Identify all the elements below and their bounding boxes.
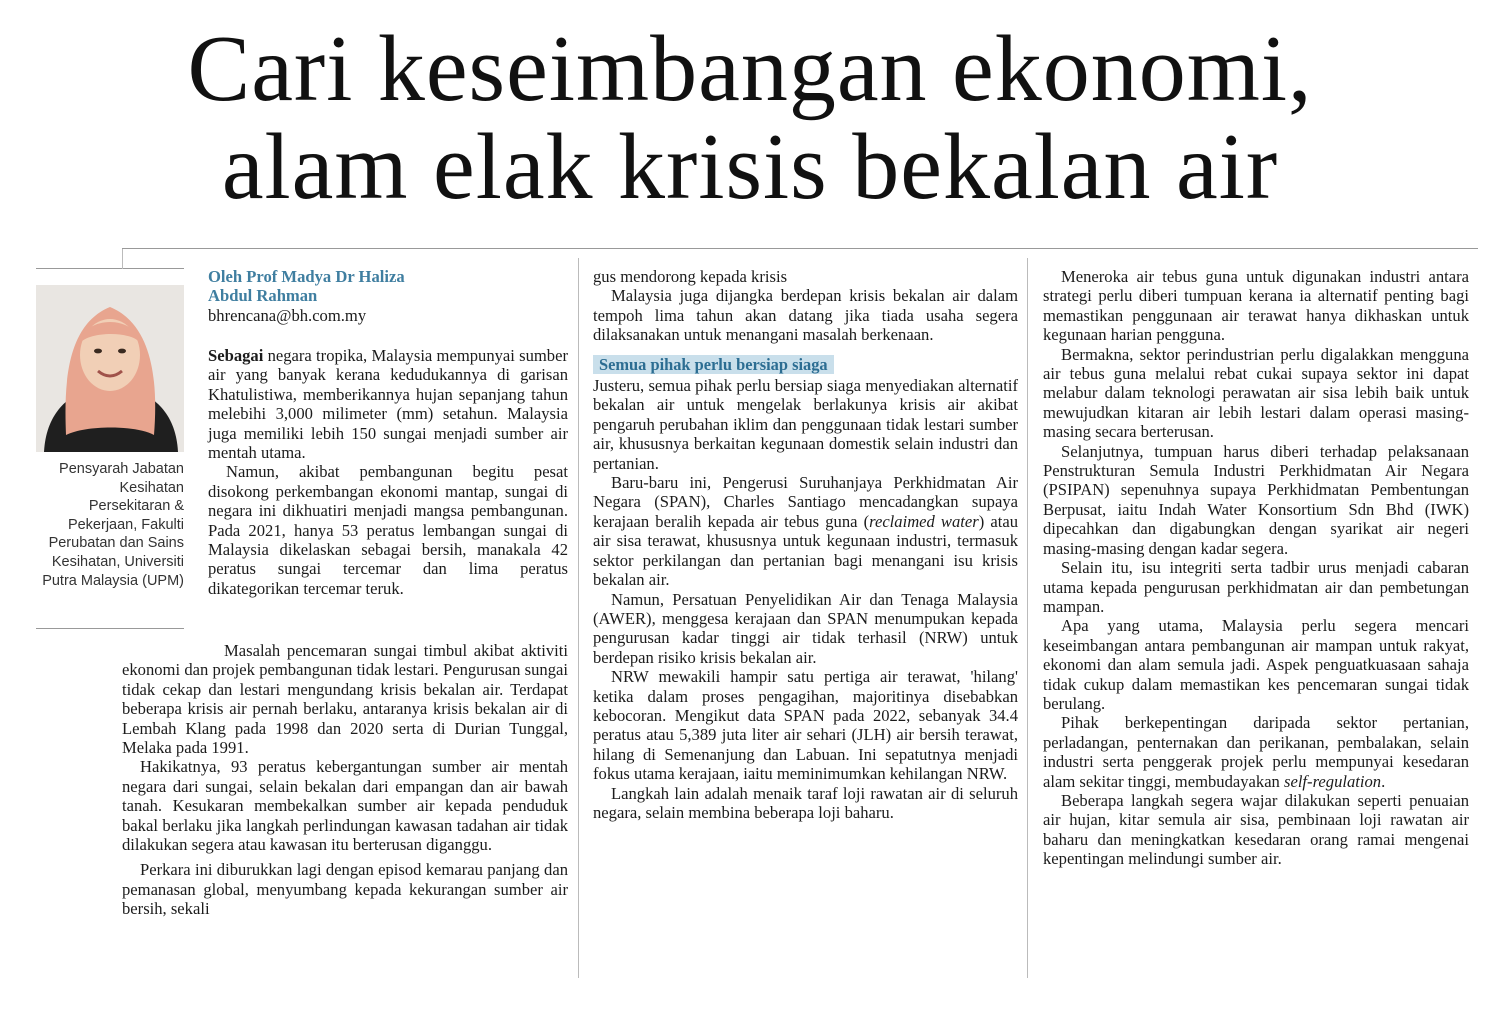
column-divider-1 — [578, 258, 579, 978]
paragraph: Bermakna, sektor perindustrian perlu digalakkan mengguna air tebus guna melalui rebat cukai supaya sektor ini dapat melabur dalam teknologi perawatan air sisa lebih baik untuk mewujudkan kitaran air lebih lestari dalam operasi masing-masing secara berterusan. — [1043, 344, 1469, 442]
paragraph — [1043, 713, 1469, 791]
byline — [208, 267, 568, 325]
paragraph-text: . — [1381, 771, 1386, 791]
author-caption: Pensyarah Jabatan Kesihatan Persekitaran & Pekerjaan, Fakulti Perubatan dan Sains Kesihatan, Universiti Putra Malaysia (UPM) — [42, 461, 184, 589]
paragraph: Namun, akibat pembangunan begitu pesat disokong perkembangan ekonomi mantap, sungai di negara ini dikhuatiri menjadi mangsa pembangunan. Pada 2021, hanya 53 peratus lembangan sungai di Malaysia dikelaskan sebagai bersih, manakala 42 peratus sungai tercemar dan lima peratus dikategorikan tercemar teruk. — [208, 462, 568, 598]
author-name-line-2: Abdul Rahman — [208, 286, 318, 306]
column-divider-2 — [1027, 258, 1028, 978]
headline — [0, 17, 1500, 219]
photo-divider — [122, 249, 123, 269]
paragraph-text: negara tropika, Malaysia mempunyai sumber air yang banyak kerana kedudukannya di garisan Khatulistiwa, memberikannya hujan sepanjang tahun melebihi 3,000 milimeter (mm) setahun. Malaysia juga memiliki lebih 150 sungai menjadi sumber air mentah utama. — [208, 346, 568, 463]
paragraph: Selain itu, isu integriti serta tadbir urus menjadi cabaran utama kepada pengurusan perkhidmatan air dan pembetungan mampan. — [1043, 558, 1469, 616]
author-photo — [36, 285, 184, 452]
headline-line-2: alam elak krisis bekalan air — [221, 115, 1279, 219]
section-subheading: Semua pihak perlu bersiap siaga — [593, 355, 834, 374]
author-email: bhrencana@bh.com.my — [208, 305, 367, 325]
column-1-bottom — [122, 641, 568, 919]
paragraph — [593, 473, 1018, 589]
paragraph: Apa yang utama, Malaysia perlu segera mencari keseimbangan antara pembangunan air mampan untuk rakyat, ekonomi dan alam semula jadi. Aspek penguatkuasaan sahaja tidak cukup dalam memastikan kes pencemaran sungai tidak berulang. — [1043, 616, 1469, 713]
paragraph-text: Baru-baru ini, Pengerusi Suruhanjaya Perkhidmatan Air Negara (SPAN), Charles Santiago mencadangkan supaya kerajaan beralih kepada air tebus guna ( — [593, 473, 1018, 531]
paragraph-text: Pihak berkepentingan daripada sektor pertanian, perladangan, penternakan dan perikanan, pembalakan, selain industri serta penggerak projek perlu mempunyai kesedaran alam sekitar tinggi, membudayakan — [1043, 713, 1469, 791]
caption-bottom-rule — [36, 628, 184, 629]
italic-term: reclaimed water — [869, 511, 979, 531]
paragraph: Selanjutnya, tumpuan harus diberi terhadap pelaksanaan Penstrukturan Semula Industri Perkhidmatan Air Negara (PSIPAN) sepenuhnya supaya Perkhidmatan Pembentungan Berpusat, iaitu Indah Water Konsortium Sdn Bhd (IWK) dipecahkan dan digabungkan dengan syarikat air negeri masing-masing dengan kadar segera. — [1043, 441, 1469, 558]
paragraph: Beberapa langkah segera wajar dilakukan seperti penuaian air hujan, kitar semula air sisa, pembinaan loji rawatan air baharu dan meningkatkan kesedaran orang ramai mengenai kepentingan melindungi sumber air. — [1043, 790, 1469, 869]
author-name-line-1: Oleh Prof Madya Dr Haliza — [208, 267, 405, 286]
column-2 — [593, 267, 1018, 822]
paragraph-text: ) atau air sisa terawat, khususnya untuk kegunaan industri, termasuk sektor perkilangan dan pertanian bagi menangani isu krisis bekalan air. — [593, 511, 1018, 590]
headline-line-1: Cari keseimbangan ekonomi, — [187, 17, 1313, 121]
italic-term: self-regulation — [1284, 771, 1382, 791]
author-portrait-image — [36, 285, 184, 452]
drop-lead-word: Sebagai — [208, 346, 264, 365]
paragraph: Justeru, semua pihak perlu bersiap siaga menyediakan alternatif bekalan air untuk mengelak berlakunya krisis air akibat pengaruh perubahan iklim dan penggunaan tidak lestari sumber air, khususnya berkaitan kegunaan domestik selain industri dan pertanian. — [593, 376, 1018, 473]
paragraph: gus mendorong kepada krisis — [593, 267, 788, 286]
paragraph: Perkara ini diburukkan lagi dengan episod kemarau panjang dan pemanasan global, menyumbang kepada kekurangan sumber air bersih, sekali — [122, 860, 568, 919]
paragraph: Langkah lain adalah menaik taraf loji rawatan air di seluruh negara, selain membina beberapa loji baharu. — [593, 783, 1018, 822]
paragraph: Malaysia juga dijangka berdepan krisis bekalan air dalam tempoh lima tahun akan datang jika tiada usaha segera dilaksanakan untuk menangani masalah berkenaan. — [593, 286, 1018, 345]
paragraph — [208, 346, 568, 462]
paragraph: Namun, Persatuan Penyelidikan Air dan Tenaga Malaysia (AWER), menggesa kerajaan dan SPAN menumpukan kepada pengurusan kadar tinggi air tidak terhasil (NRW) untuk berdepan risiko krisis bekalan air. — [593, 589, 1018, 667]
paragraph: Meneroka air tebus guna untuk digunakan industri antara strategi perlu diberi tumpuan kerana ia alternatif penting bagi memastikan penggunaan air terawat hanya dikhaskan untuk kegunaan harian pengguna. — [1043, 267, 1469, 345]
header-rule — [122, 248, 1478, 249]
paragraph: NRW mewakili hampir satu pertiga air terawat, 'hilang' ketika dalam proses pengagihan, majoritinya disebabkan kebocoran. Mengikut data SPAN pada 2022, sebanyak 34.4 peratus atau 5,389 juta liter air sehari (JLH) air bersih terawat, hilang di Semenanjung dan Labuan. Ini sepatutnya menjadi fokus utama kerajaan, iaitu meminimumkan kehilangan NRW. — [593, 667, 1018, 784]
photo-top-rule — [36, 268, 184, 269]
paragraph: Hakikatnya, 93 peratus kebergantungan sumber air mentah negara dari sungai, selain bekalan dari empangan dan air bawah tanah. Kesukaran membekalkan sumber air kepada penduduk bakal berlaku jika langkah perlindungan kawasan tadahan air tidak dilakukan segera atau kawasan itu berterusan diganggu. — [122, 757, 568, 855]
paragraph: Masalah pencemaran sungai timbul akibat aktiviti ekonomi dan projek pembangunan tidak lestari. Pengurusan sungai tidak cekap dan lestari mengundang krisis bekalan air. Terdapat beberapa krisis air pernah berlaku, antaranya krisis bekalan air di Lembah Klang pada 1998 dan 2020 serta di Durian Tunggal, Melaka pada 1991. — [122, 641, 568, 758]
column-3 — [1043, 267, 1469, 869]
column-1-top — [208, 346, 568, 598]
